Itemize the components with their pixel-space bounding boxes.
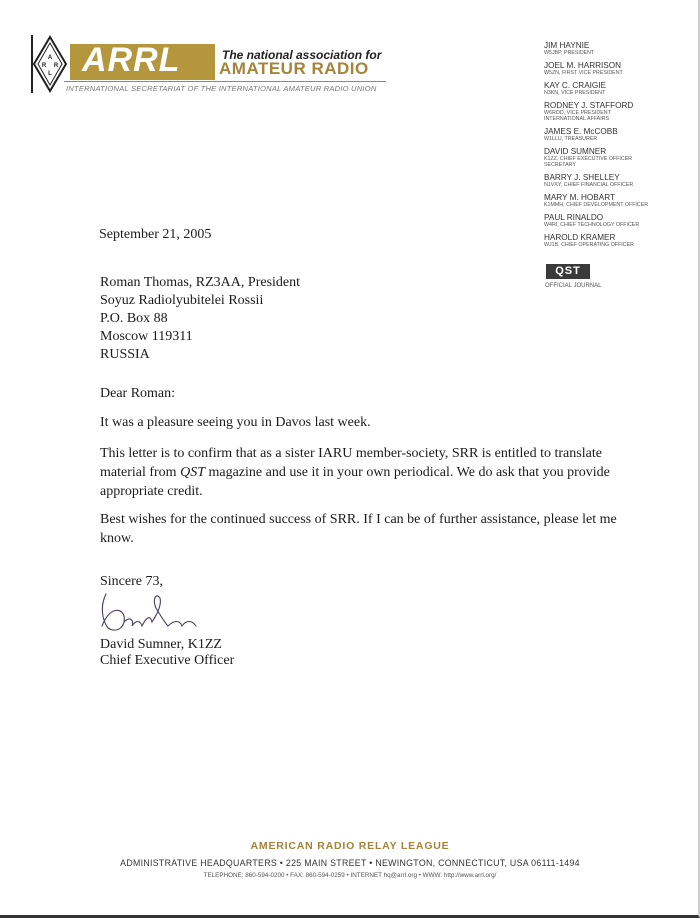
signer-name: David Sumner, K1ZZ — [100, 637, 222, 652]
qst-magazine-title: QST — [180, 465, 205, 480]
officer-title: K1MMH, CHIEF DEVELOPMENT OFFICER — [544, 202, 649, 208]
officer-title: W4RI, CHIEF TECHNOLOGY OFFICER — [544, 222, 640, 228]
paragraph-2: This letter is to confirm that as a sister IARU member-society, SRR is entitled to translate material from QST magazine and use it in your own periodical. We do ask that you provide appropriate credit. — [100, 446, 610, 499]
svg-text:L: L — [48, 71, 52, 77]
officer-title: W1LLU, TREASURER — [544, 136, 598, 142]
officer-entry — [544, 81, 648, 96]
officer-entry — [544, 41, 648, 56]
footer-org-name: AMERICAN RADIO RELAY LEAGUE — [250, 840, 450, 852]
officer-name: PAUL RINALDO — [544, 213, 604, 222]
officer-name: MARY M. HOBART — [544, 193, 615, 202]
svg-text:A: A — [47, 55, 53, 61]
qst-official-journal: OFFICIAL JOURNAL — [545, 283, 602, 289]
officer-name: JIM HAYNIE — [544, 41, 590, 50]
officer-name: KAY C. CRAIGIE — [544, 81, 607, 90]
officer-entry — [544, 213, 648, 228]
officer-title: W5ZN, FIRST VICE PRESIDENT — [544, 70, 623, 76]
address-line: Roman Thomas, RZ3AA, President — [100, 275, 301, 290]
officer-title-line2: SECRETARY — [544, 162, 576, 168]
officer-title: W6ROD, VICE PRESIDENT — [544, 110, 611, 116]
officer-title: K1ZZ, CHIEF EXECUTIVE OFFICER — [544, 156, 632, 162]
officers-list — [544, 41, 648, 253]
officer-entry — [544, 233, 648, 248]
address-line: RUSSIA — [100, 347, 150, 362]
officer-entry — [544, 127, 648, 142]
officer-title: WJ1B, CHIEF OPERATING OFFICER — [544, 242, 634, 248]
officer-entry — [544, 61, 648, 76]
paragraph-1: It was a pleasure seeing you in Davos last week. — [100, 415, 371, 430]
tagline-small: The national association for — [222, 48, 382, 62]
footer-contact: TELEPHONE: 860-594-0200 • FAX: 860-594-0259 • INTERNET hq@arrl.org • WWW: http://www.arrl.org/ — [203, 872, 497, 879]
address-line: Soyuz Radiolyubitelei Rossii — [100, 293, 264, 308]
salutation: Dear Roman: — [100, 386, 176, 401]
officer-name: HAROLD KRAMER — [544, 233, 616, 242]
qst-logo: QST — [546, 264, 590, 279]
handwritten-signature — [96, 586, 206, 636]
officer-title: N1VXY, CHIEF FINANCIAL OFFICER — [544, 182, 634, 188]
letter-date: September 21, 2005 — [99, 227, 212, 242]
officer-entry — [544, 101, 648, 122]
officer-name: JOEL M. HARRISON — [544, 61, 622, 70]
officer-name: BARRY J. SHELLEY — [544, 173, 620, 182]
paragraph-3: Best wishes for the continued success of SRR. If I can be of further assistance, please let me know. — [100, 512, 617, 546]
officer-title-line2: INTERNATIONAL AFFAIRS — [544, 116, 610, 122]
address-line: P.O. Box 88 — [100, 311, 168, 326]
international-secretariat-line: INTERNATIONAL SECRETARIAT OF THE INTERNATIONAL AMATEUR RADIO UNION — [66, 84, 377, 93]
closing: Sincere 73, — [100, 574, 163, 589]
officer-name: JAMES E. McCOBB — [544, 127, 618, 136]
arrl-diamond-logo — [28, 33, 68, 95]
officer-title: N3KN, VICE PRESIDENT — [544, 90, 606, 96]
tagline-big: AMATEUR RADIO — [219, 59, 369, 78]
svg-text:R: R — [41, 63, 47, 69]
officer-title: W5JBP, PRESIDENT — [544, 50, 595, 56]
officer-entry — [544, 147, 648, 168]
officer-name: DAVID SUMNER — [544, 147, 607, 156]
officer-entry — [544, 173, 648, 188]
signer-title: Chief Executive Officer — [100, 653, 235, 668]
officer-entry — [544, 193, 648, 208]
footer-address: ADMINISTRATIVE HEADQUARTERS • 225 MAIN STREET • NEWINGTON, CONNECTICUT, USA 06111-1494 — [120, 858, 580, 868]
officer-name: RODNEY J. STAFFORD — [544, 101, 634, 110]
address-line: Moscow 119311 — [100, 329, 193, 344]
header-rule — [64, 81, 386, 82]
svg-text:R: R — [53, 63, 59, 69]
brand-name: ARRL — [82, 41, 181, 79]
